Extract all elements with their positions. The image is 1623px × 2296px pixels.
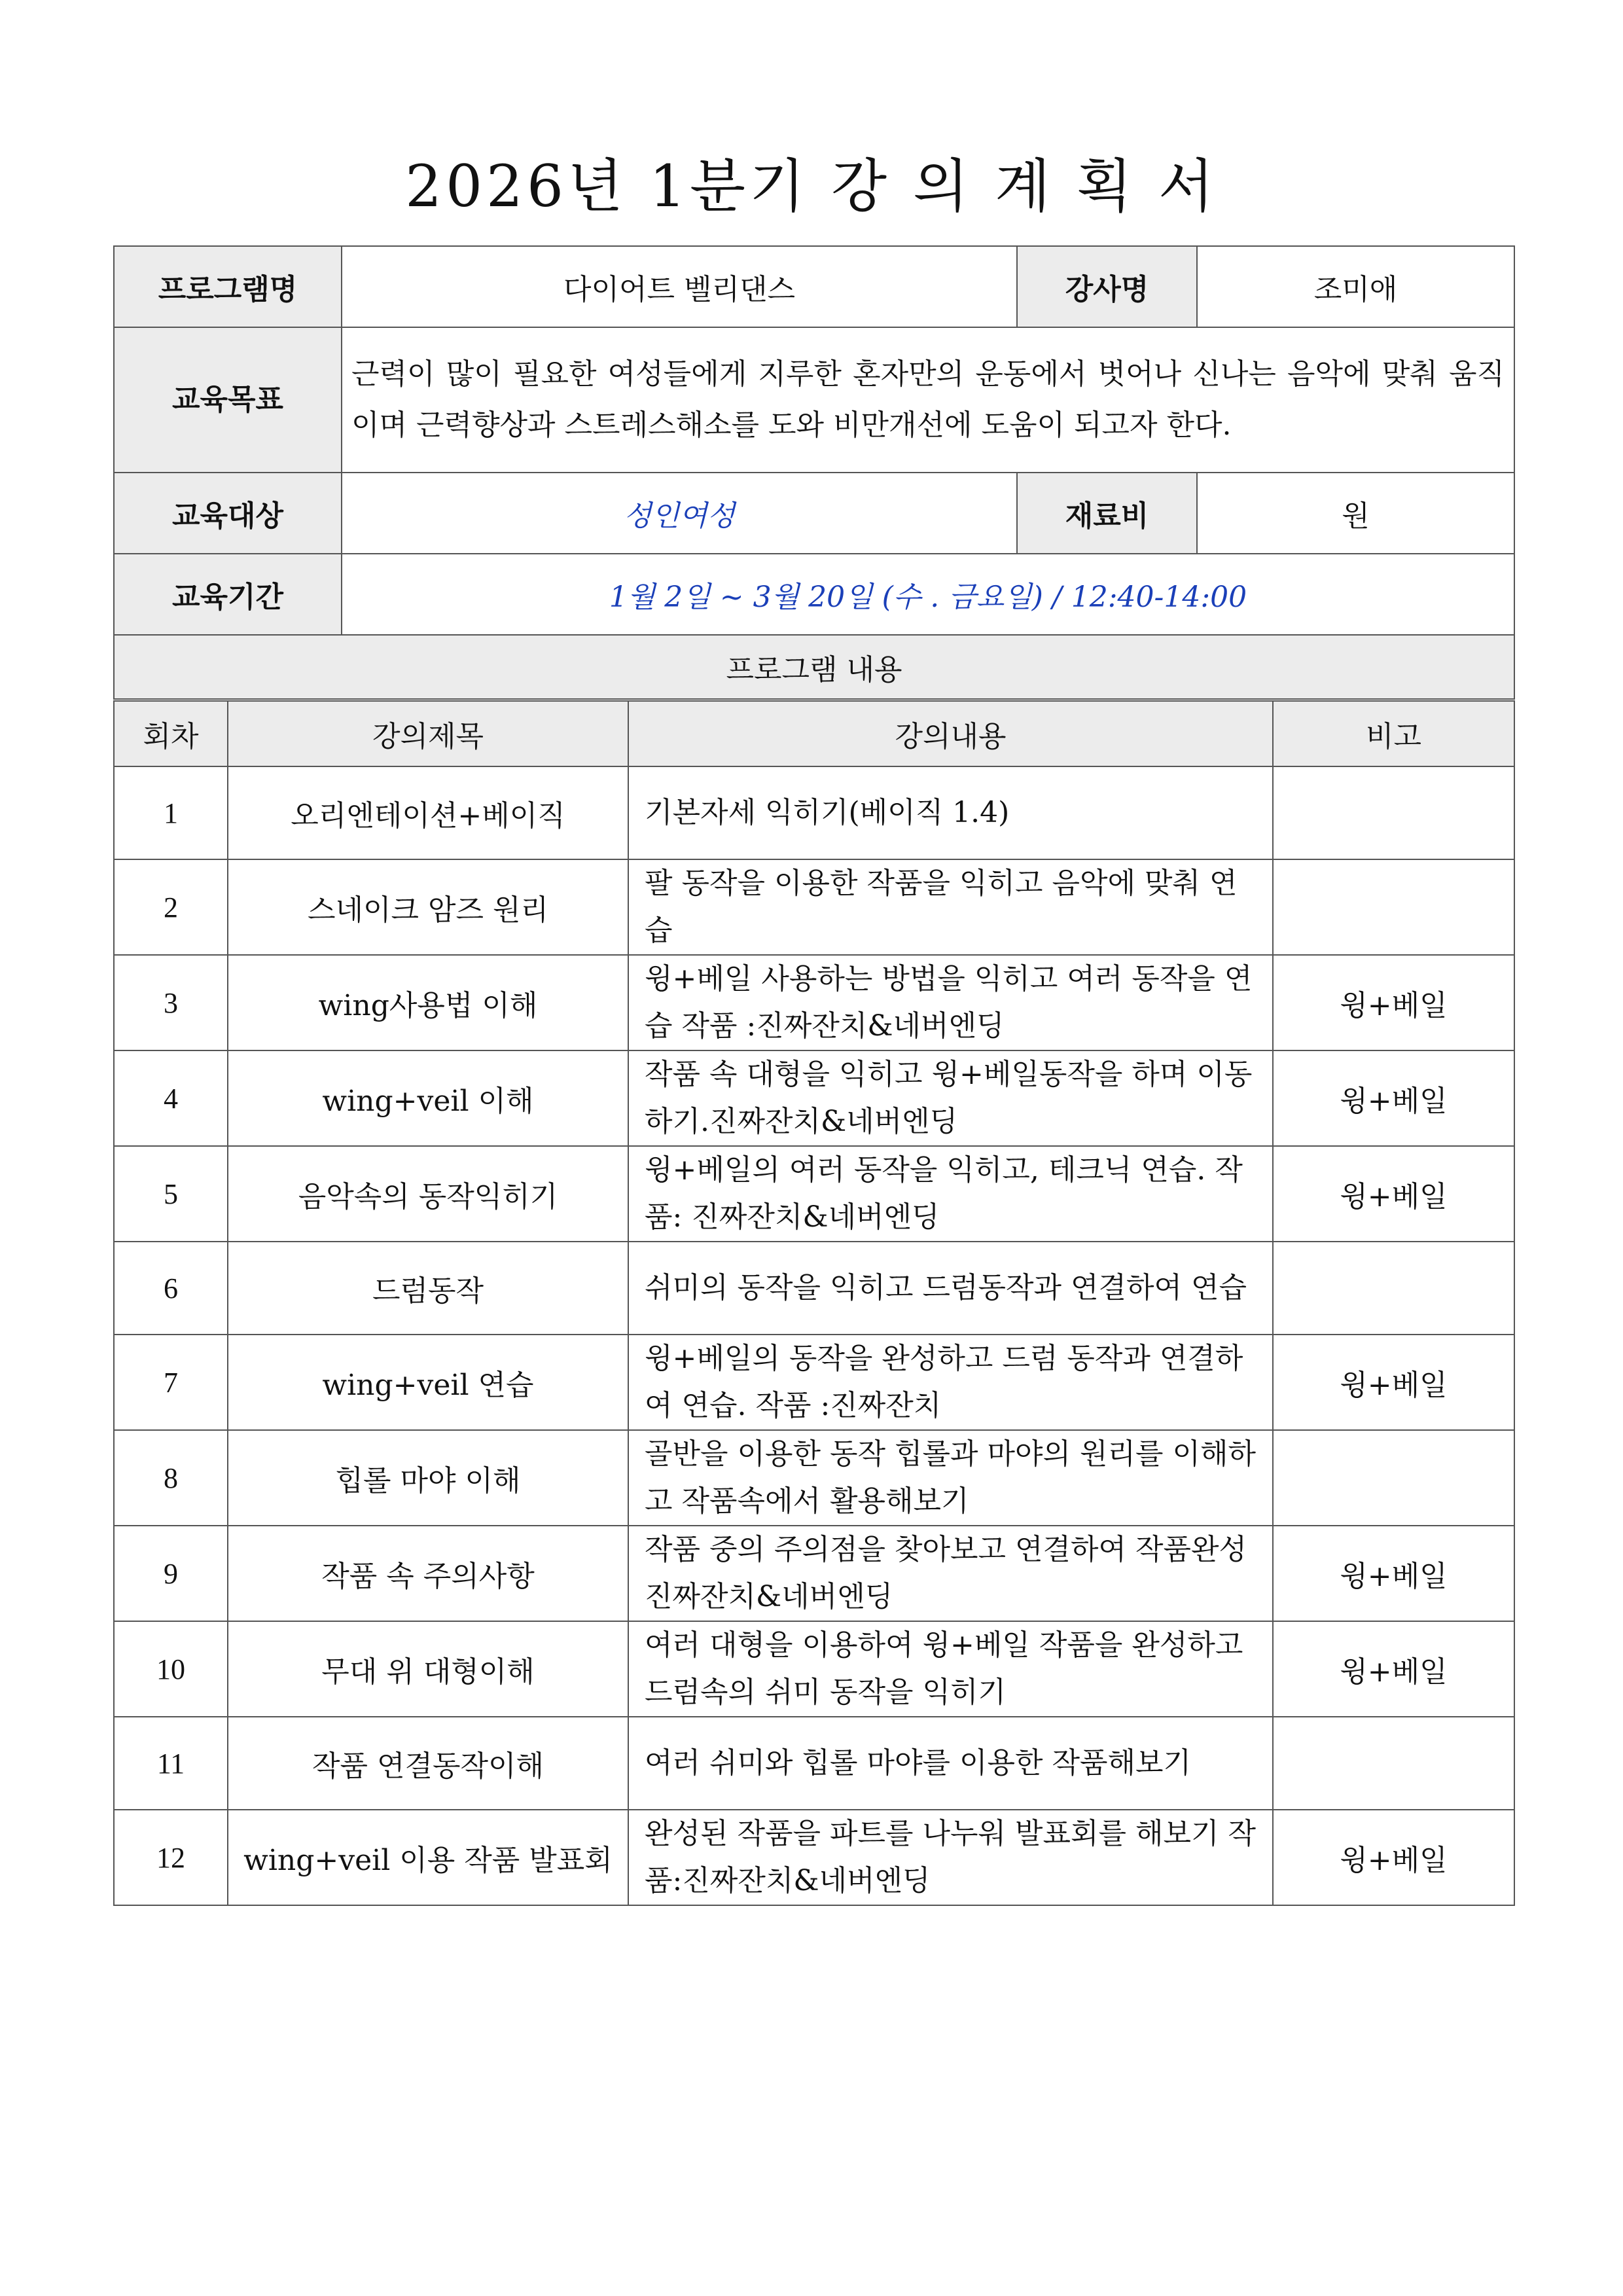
program-content-section-title: 프로그램 내용 [114, 635, 1514, 699]
material-fee-value: 원 [1197, 473, 1514, 554]
table-row [114, 1242, 1514, 1335]
lecture-note [1273, 859, 1514, 955]
lecture-title: 힙롤 마야 이해 [228, 1430, 628, 1526]
lecture-title: 무대 위 대형이해 [228, 1621, 628, 1717]
session-number: 5 [114, 1146, 228, 1242]
session-number: 8 [114, 1430, 228, 1526]
target-label: 교육대상 [114, 473, 342, 554]
lecture-content: 윙+베일 사용하는 방법을 익히고 여러 동작을 연습 작품 :진짜잔치&네버엔딩 [628, 955, 1273, 1050]
lesson-plan-table [113, 700, 1515, 1906]
period-value: 1월 2일 ~ 3월 20일 (수 . 금요일) / 12:40-14:00 [342, 554, 1514, 635]
lecture-content: 팔 동작을 이용한 작품을 익히고 음악에 맞춰 연습 [628, 859, 1273, 955]
session-number: 1 [114, 766, 228, 859]
lecture-note [1273, 766, 1514, 859]
lecture-content: 골반을 이용한 동작 힙롤과 마야의 원리를 이해하고 작품속에서 활용해보기 [628, 1430, 1273, 1526]
lecture-title: 작품 연결동작이해 [228, 1717, 628, 1810]
lecture-note: 윙+베일 [1273, 955, 1514, 1050]
table-row [114, 955, 1514, 1050]
lecture-content: 쉬미의 동작을 익히고 드럼동작과 연결하여 연습 [628, 1242, 1273, 1335]
table-row [114, 1717, 1514, 1810]
lecture-content: 여러 대형을 이용하여 윙+베일 작품을 완성하고 드럼속의 쉬미 동작을 익히기 [628, 1621, 1273, 1717]
table-row [114, 766, 1514, 859]
lecture-note [1273, 1717, 1514, 1810]
period-label: 교육기간 [114, 554, 342, 635]
session-number: 11 [114, 1717, 228, 1810]
lecture-title: 음악속의 동작익히기 [228, 1146, 628, 1242]
lecture-title: 작품 속 주의사항 [228, 1526, 628, 1621]
session-number: 9 [114, 1526, 228, 1621]
table-row [114, 1335, 1514, 1430]
session-number: 12 [114, 1810, 228, 1905]
lecture-content: 기본자세 익히기(베이직 1.4) [628, 766, 1273, 859]
table-row [114, 859, 1514, 955]
table-row [114, 1526, 1514, 1621]
table-row [114, 1810, 1514, 1905]
table-row [114, 1146, 1514, 1242]
lecture-content: 작품 중의 주의점을 찾아보고 연결하여 작품완성진짜잔치&네버엔딩 [628, 1526, 1273, 1621]
lecture-note: 윙+베일 [1273, 1621, 1514, 1717]
table-row [114, 1050, 1514, 1146]
table-row [114, 1621, 1514, 1717]
session-number: 10 [114, 1621, 228, 1717]
lecture-content: 여러 쉬미와 힙롤 마야를 이용한 작품해보기 [628, 1717, 1273, 1810]
program-name-value: 다이어트 벨리댄스 [342, 246, 1017, 327]
lecture-note [1273, 1430, 1514, 1526]
goal-value: 근력이 많이 필요한 여성들에게 지루한 혼자만의 운동에서 벗어나 신나는 음악에 맞춰 움직이며 근력향상과 스트레스해소를 도와 비만개선에 도움이 되고자 한다. [342, 327, 1514, 473]
lecture-title: wing+veil 이해 [228, 1050, 628, 1146]
program-info-table [113, 245, 1515, 700]
lecture-title: 드럼동작 [228, 1242, 628, 1335]
lecture-note [1273, 1242, 1514, 1335]
lecture-title: 스네이크 암즈 원리 [228, 859, 628, 955]
lecture-title: 오리엔테이션+베이직 [228, 766, 628, 859]
header-session: 회차 [114, 701, 228, 766]
lecture-title: wing+veil 연습 [228, 1335, 628, 1430]
instructor-value: 조미애 [1197, 246, 1514, 327]
document-title: 2026년 1분기 강 의 계 획 서 [405, 152, 1218, 220]
lecture-note: 윙+베일 [1273, 1810, 1514, 1905]
table-row [114, 1430, 1514, 1526]
program-name-label: 프로그램명 [114, 246, 342, 327]
session-number: 7 [114, 1335, 228, 1430]
session-number: 2 [114, 859, 228, 955]
header-lecture-title: 강의제목 [228, 701, 628, 766]
lecture-note: 윙+베일 [1273, 1526, 1514, 1621]
lecture-note: 윙+베일 [1273, 1146, 1514, 1242]
lecture-content: 윙+베일의 여러 동작을 익히고, 테크닉 연습. 작품: 진짜잔치&네버엔딩 [628, 1146, 1273, 1242]
header-note: 비고 [1273, 701, 1514, 766]
lecture-note: 윙+베일 [1273, 1050, 1514, 1146]
material-fee-label: 재료비 [1017, 473, 1197, 554]
session-number: 3 [114, 955, 228, 1050]
lecture-content: 윙+베일의 동작을 완성하고 드럼 동작과 연결하여 연습. 작품 :진짜잔치 [628, 1335, 1273, 1430]
session-number: 6 [114, 1242, 228, 1335]
target-value: 성인여성 [342, 473, 1017, 554]
lecture-content: 작품 속 대형을 익히고 윙+베일동작을 하며 이동하기.진짜잔치&네버엔딩 [628, 1050, 1273, 1146]
lecture-title: wing사용법 이해 [228, 955, 628, 1050]
header-lecture-content: 강의내용 [628, 701, 1273, 766]
instructor-label: 강사명 [1017, 246, 1197, 327]
session-number: 4 [114, 1050, 228, 1146]
lecture-note: 윙+베일 [1273, 1335, 1514, 1430]
lecture-title: wing+veil 이용 작품 발표회 [228, 1810, 628, 1905]
lecture-content: 완성된 작품을 파트를 나누워 발표회를 해보기 작품:진짜잔치&네버엔딩 [628, 1810, 1273, 1905]
goal-label: 교육목표 [114, 327, 342, 473]
